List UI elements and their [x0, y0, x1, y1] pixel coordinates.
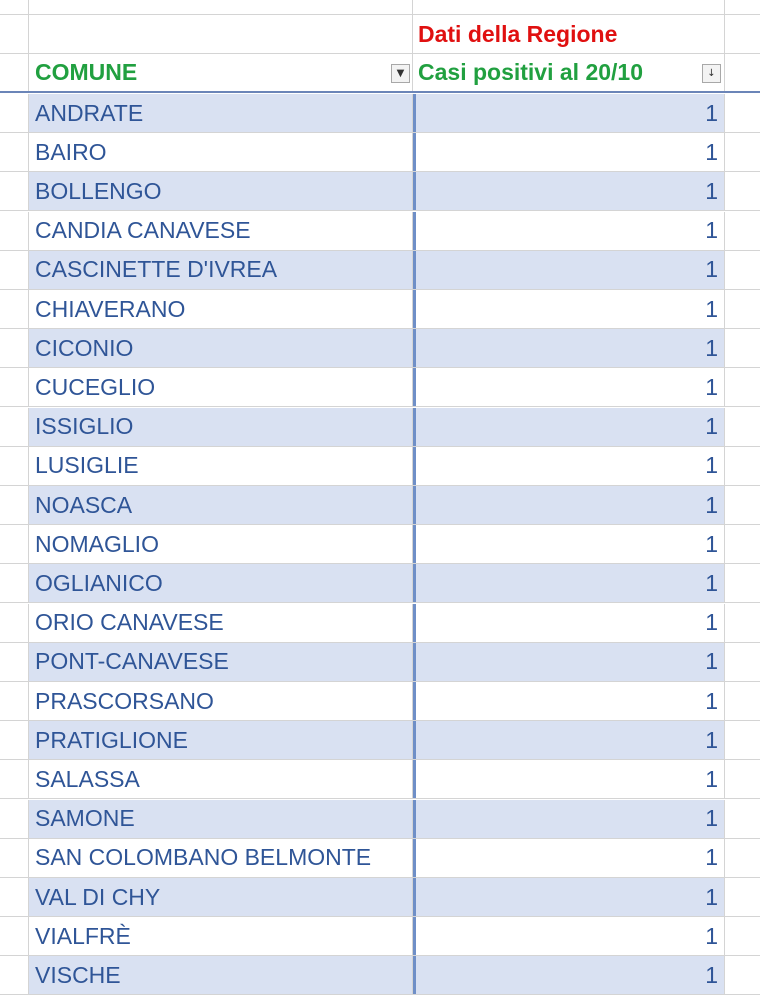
grid-cell[interactable] [0, 447, 29, 485]
cell-casi[interactable]: 1 [413, 368, 725, 406]
table-row [0, 682, 760, 721]
header-cell-casi[interactable] [413, 54, 725, 91]
table-row [0, 447, 760, 486]
column-header-comune: COMUNE [35, 59, 138, 85]
cell-casi[interactable]: 1 [413, 525, 725, 563]
grid-cell[interactable] [0, 917, 29, 955]
grid-cell[interactable] [725, 368, 760, 406]
grid-cell[interactable] [0, 172, 29, 210]
cell-comune[interactable]: BOLLENGO [29, 172, 413, 210]
dropdown-arrow-icon: ▼ [396, 68, 405, 79]
table-row [0, 643, 760, 682]
grid-cell[interactable] [0, 0, 29, 14]
grid-cell[interactable] [0, 251, 29, 289]
grid-cell[interactable] [725, 643, 760, 681]
grid-cell[interactable] [725, 525, 760, 563]
cell-comune[interactable]: NOMAGLIO [29, 525, 413, 563]
table-row [0, 329, 760, 368]
cell-comune[interactable]: ORIO CANAVESE [29, 604, 413, 642]
grid-cell[interactable] [725, 94, 760, 132]
grid-cell[interactable] [725, 447, 760, 485]
cell-casi[interactable]: 1 [413, 878, 725, 916]
grid-cell[interactable] [725, 0, 760, 14]
grid-cell[interactable] [725, 54, 760, 91]
cell-comune[interactable]: ISSIGLIO [29, 408, 413, 446]
grid-cell[interactable] [0, 212, 29, 250]
grid-cell[interactable] [725, 486, 760, 524]
header-cell-comune[interactable] [29, 54, 413, 91]
grid-cell[interactable] [0, 839, 29, 877]
cell-comune[interactable]: SAMONE [29, 800, 413, 838]
grid-cell[interactable] [725, 564, 760, 602]
table-row [0, 172, 760, 211]
cell-comune[interactable]: VAL DI CHY [29, 878, 413, 916]
grid-cell[interactable] [725, 956, 760, 994]
cell-casi[interactable]: 1 [413, 721, 725, 759]
table-row [0, 564, 760, 603]
cell-comune[interactable]: CHIAVERANO [29, 290, 413, 328]
cell-comune[interactable]: ANDRATE [29, 94, 413, 132]
grid-cell[interactable] [0, 290, 29, 328]
cell-casi[interactable]: 1 [413, 682, 725, 720]
cell-comune[interactable]: VIALFRÈ [29, 917, 413, 955]
grid-cell[interactable] [725, 721, 760, 759]
cell-casi[interactable]: 1 [413, 604, 725, 642]
grid-cell[interactable] [0, 368, 29, 406]
table-row [0, 525, 760, 564]
sheet-title: Dati della Regione [418, 20, 618, 47]
grid-cell[interactable] [725, 133, 760, 171]
filter-sort-casi[interactable] [702, 64, 721, 83]
cell-comune[interactable]: NOASCA [29, 486, 413, 524]
table-row [0, 760, 760, 799]
grid-cell[interactable] [29, 0, 413, 14]
grid-cell[interactable] [0, 604, 29, 642]
table-row [0, 721, 760, 760]
cell-comune[interactable]: CICONIO [29, 329, 413, 367]
grid-cell[interactable] [725, 878, 760, 916]
grid-cell[interactable] [725, 251, 760, 289]
header-row [0, 54, 760, 93]
cell-casi[interactable]: 1 [413, 251, 725, 289]
column-header-casi: Casi positivi al 20/10 [418, 59, 644, 85]
cell-casi[interactable]: 1 [413, 133, 725, 171]
table-row [0, 368, 760, 407]
cell-comune[interactable]: BAIRO [29, 133, 413, 171]
cell-casi[interactable]: 1 [413, 564, 725, 602]
cell-casi[interactable]: 1 [413, 408, 725, 446]
table-row [0, 604, 760, 643]
cell-comune[interactable]: PRASCORSANO [29, 682, 413, 720]
table-row [0, 800, 760, 839]
grid-cell[interactable] [725, 212, 760, 250]
grid-cell[interactable] [725, 172, 760, 210]
cell-comune[interactable]: CANDIA CANAVESE [29, 212, 413, 250]
table-row [0, 290, 760, 329]
cell-comune[interactable]: CUCEGLIO [29, 368, 413, 406]
cell-comune[interactable]: CASCINETTE D'IVREA [29, 251, 413, 289]
table-row [0, 133, 760, 172]
cell-comune[interactable]: PRATIGLIONE [29, 721, 413, 759]
grid-cell[interactable] [725, 800, 760, 838]
sort-descending-icon: ↓ [707, 68, 716, 79]
grid-cell[interactable] [0, 956, 29, 994]
cell-casi[interactable]: 1 [413, 839, 725, 877]
grid-cell[interactable] [725, 917, 760, 955]
grid-cell[interactable] [0, 133, 29, 171]
grid-cell[interactable] [0, 800, 29, 838]
table-row [0, 917, 760, 956]
grid-cell[interactable] [0, 564, 29, 602]
grid-cell[interactable] [725, 329, 760, 367]
cell-casi[interactable]: 1 [413, 486, 725, 524]
grid-cell[interactable] [0, 682, 29, 720]
grid-cell[interactable] [725, 408, 760, 446]
grid-cell[interactable] [0, 760, 29, 798]
grid-cell[interactable] [413, 0, 725, 14]
table-row [0, 956, 760, 995]
cell-comune[interactable]: VISCHE [29, 956, 413, 994]
cell-comune[interactable]: LUSIGLIE [29, 447, 413, 485]
cell-casi[interactable]: 1 [413, 760, 725, 798]
grid-cell[interactable] [725, 15, 760, 53]
cell-casi[interactable]: 1 [413, 172, 725, 210]
grid-cell[interactable] [0, 15, 29, 53]
grid-cell[interactable] [0, 94, 29, 132]
title-cell[interactable] [413, 15, 725, 53]
grid-cell[interactable] [725, 290, 760, 328]
cell-comune[interactable]: SAN COLOMBANO BELMONTE [29, 839, 413, 877]
cell-casi[interactable]: 1 [413, 956, 725, 994]
grid-cell[interactable] [725, 604, 760, 642]
table-row [0, 878, 760, 917]
cell-comune[interactable]: PONT-CANAVESE [29, 643, 413, 681]
grid-cell[interactable] [0, 486, 29, 524]
grid-cell[interactable] [0, 525, 29, 563]
grid-cell[interactable] [725, 760, 760, 798]
grid-cell[interactable] [0, 643, 29, 681]
cell-casi[interactable]: 1 [413, 94, 725, 132]
cell-comune[interactable]: OGLIANICO [29, 564, 413, 602]
grid-cell[interactable] [0, 408, 29, 446]
cell-casi[interactable]: 1 [413, 290, 725, 328]
cell-casi[interactable]: 1 [413, 329, 725, 367]
sheet-row-empty [0, 0, 760, 15]
grid-cell[interactable] [0, 721, 29, 759]
cell-casi[interactable]: 1 [413, 800, 725, 838]
table-row [0, 212, 760, 251]
table-row [0, 408, 760, 447]
cell-casi[interactable]: 1 [413, 917, 725, 955]
table-row [0, 251, 760, 290]
table-row [0, 94, 760, 133]
table-row [0, 839, 760, 878]
grid-cell[interactable] [29, 15, 413, 53]
title-row [0, 15, 760, 54]
grid-cell[interactable] [0, 878, 29, 916]
filter-dropdown-comune[interactable] [391, 64, 410, 83]
cell-casi[interactable]: 1 [413, 447, 725, 485]
grid-cell[interactable] [0, 329, 29, 367]
grid-cell[interactable] [725, 682, 760, 720]
grid-cell[interactable] [0, 54, 29, 91]
cell-casi[interactable]: 1 [413, 212, 725, 250]
cell-casi[interactable]: 1 [413, 643, 725, 681]
grid-cell[interactable] [725, 839, 760, 877]
table-row [0, 486, 760, 525]
cell-comune[interactable]: SALASSA [29, 760, 413, 798]
